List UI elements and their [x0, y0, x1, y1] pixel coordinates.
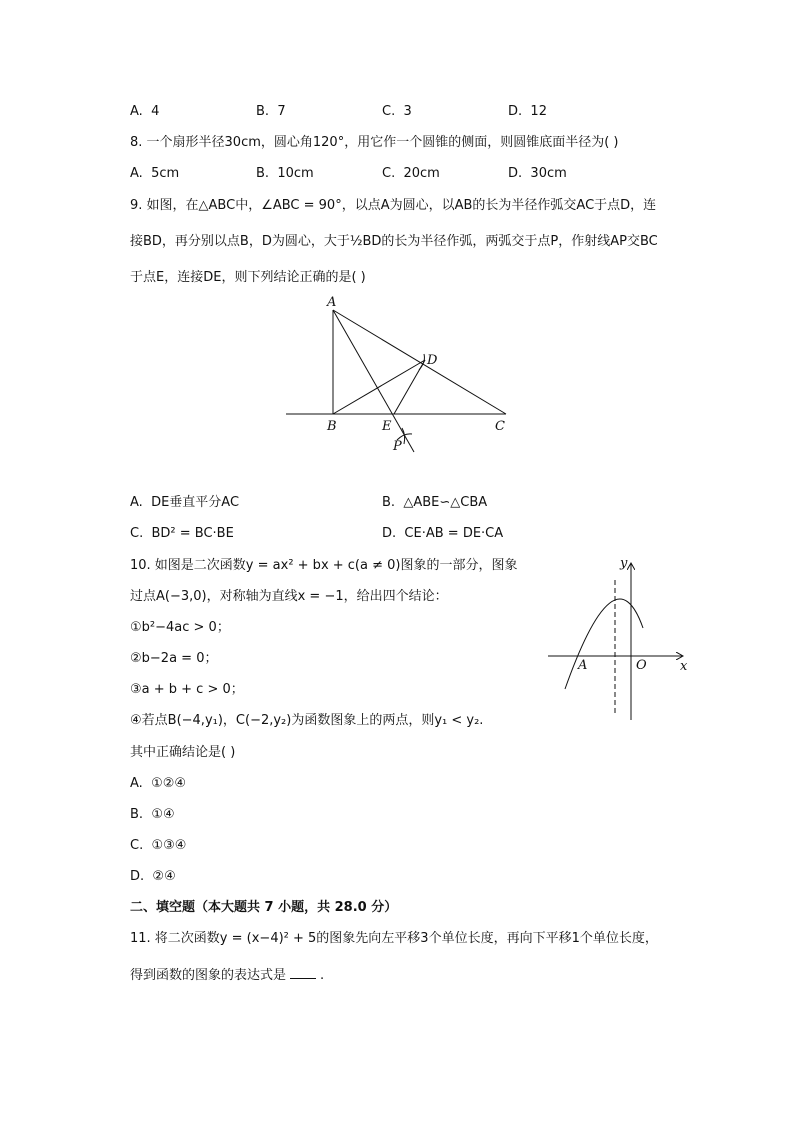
graph-label-o: O [636, 658, 647, 673]
q10-stem-line1: 10. 如图是二次函数y = ax² + bx + c(a ≠ 0)图象的一部分，图象 [130, 558, 518, 573]
q9-stem-line1: 9. 如图，在△ABC中，∠ABC = 90°，以点A为圆心，以AB的长为半径作弧交AC于点D，连 [130, 198, 657, 213]
q9-option-a[interactable]: A. DE垂直平分AC [130, 495, 240, 510]
q8-stem: 8. 一个扇形半径30cm，圆心角120°，用它作一个圆锥的侧面，则圆锥底面半径为( ) [130, 135, 619, 150]
q11-stem-line2 [130, 966, 324, 985]
segment-bd [333, 360, 425, 414]
q8-option-d[interactable]: D. 30cm [508, 166, 567, 181]
q8-option-b[interactable]: B. 10cm [256, 166, 314, 181]
q7-option-d[interactable]: D. 12 [508, 104, 547, 119]
q10-conclusion-4: ④若点B(−4,y₁)，C(−2,y₂)为函数图象上的两点，则y₁ < y₂. [130, 713, 484, 728]
q11-answer-blank[interactable] [290, 966, 316, 979]
q9-option-b[interactable]: B. △ABE∽△CBA [382, 495, 488, 510]
q10-ask: 其中正确结论是( ) [130, 745, 236, 760]
section-2-title: 二、填空题（本大题共 7 小题，共 28.0 分） [130, 900, 398, 915]
q10-conclusion-1: ①b²−4ac > 0； [130, 620, 230, 635]
q10-option-a[interactable]: A. ①②④ [130, 776, 187, 791]
label-c: C [495, 419, 505, 434]
ray-ap [333, 310, 414, 452]
q10-conclusion-3: ③a + b + c > 0； [130, 682, 244, 697]
label-b: B [327, 419, 337, 434]
q9-stem-line3: 于点E，连接DE，则下列结论正确的是( ) [130, 270, 366, 285]
q10-parabola-graph [540, 552, 700, 727]
q10-stem-line2: 过点A(−3,0)，对称轴为直线x = −1，给出四个结论： [130, 589, 448, 604]
label-a: A [327, 295, 337, 310]
q9-stem-line2: 接BD，再分别以点B，D为圆心，大于½BD的长为半径作弧，两弧交于点P，作射线AP交BC [130, 234, 658, 249]
q10-option-d[interactable]: D. ②④ [130, 869, 176, 884]
graph-label-a: A [578, 658, 588, 673]
q10-conclusion-2: ②b−2a = 0； [130, 651, 218, 666]
label-d: D [427, 353, 438, 368]
q7-option-b[interactable]: B. 7 [256, 104, 286, 119]
q9-option-d[interactable]: D. CE·AB = DE·CA [382, 526, 504, 541]
q11-line2-prefix: 得到函数的图象的表达式是 [130, 968, 287, 983]
q11-line2-suffix: . [320, 968, 325, 983]
q11-stem-line1: 11. 将二次函数y = (x−4)² + 5的图象先向左平移3个单位长度，再向下平移1个单位长度， [130, 931, 658, 946]
label-e: E [382, 419, 392, 434]
q8-option-a[interactable]: A. 5cm [130, 166, 180, 181]
q8-option-c[interactable]: C. 20cm [382, 166, 440, 181]
graph-label-x: x [680, 659, 688, 674]
q9-option-c[interactable]: C. BD² = BC·BE [130, 526, 234, 541]
q10-option-b[interactable]: B. ①④ [130, 807, 175, 822]
label-p: P [393, 439, 402, 454]
q9-triangle-figure [280, 292, 520, 462]
graph-label-y: y [620, 556, 628, 571]
q7-option-a[interactable]: A. 4 [130, 104, 160, 119]
q10-option-c[interactable]: C. ①③④ [130, 838, 187, 853]
q7-option-c[interactable]: C. 3 [382, 104, 412, 119]
